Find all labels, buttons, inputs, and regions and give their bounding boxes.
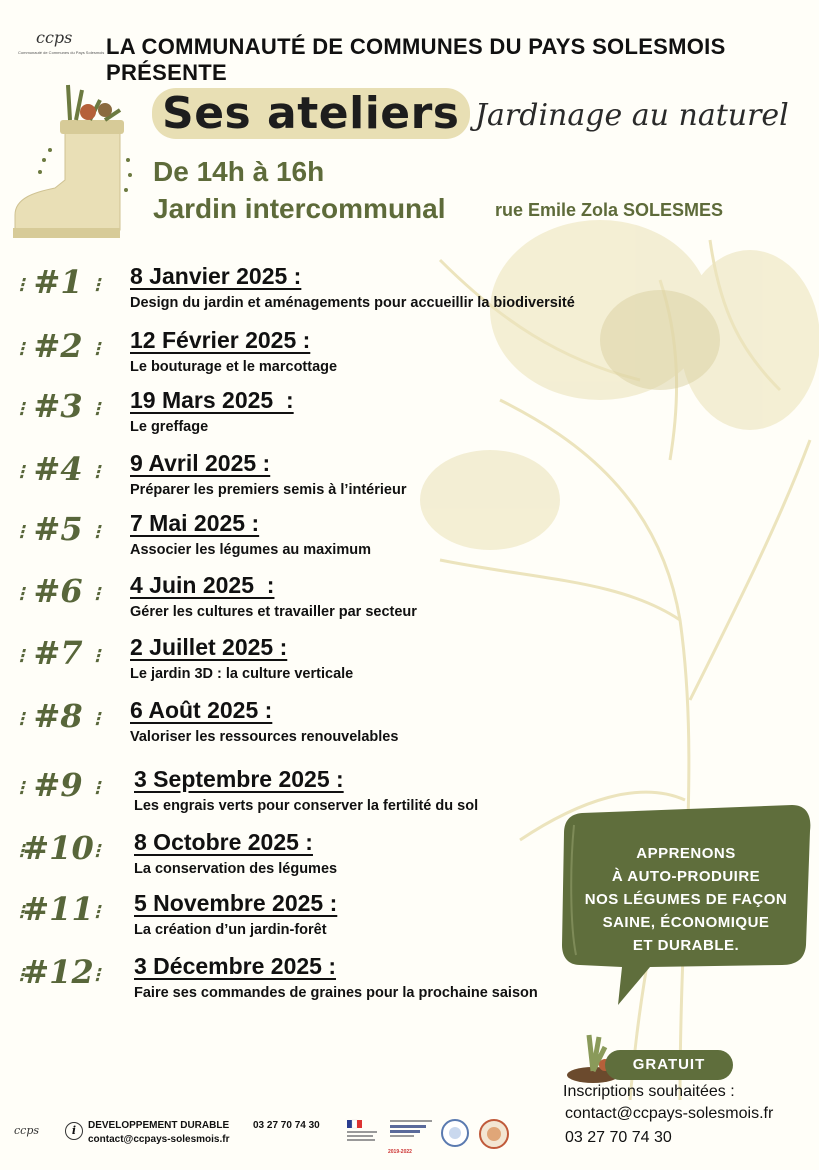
session-item: [0, 572, 720, 632]
territoires-logo-graphic: [388, 1118, 434, 1144]
logo-wordmark: ccps: [36, 28, 73, 47]
session-number-text: #1: [33, 263, 83, 301]
bubble-line: NOS LÉGUMES DE FAÇON: [584, 891, 788, 908]
session-description: La création d’un jardin-forêt: [134, 922, 327, 938]
session-date: 8 Octobre 2025 :: [134, 829, 313, 855]
session-number-text: #11: [22, 890, 94, 928]
territoires-en-action-logo: [388, 1118, 434, 1155]
session-number-text: #5: [33, 510, 83, 548]
session-item: [0, 263, 720, 323]
registration-email-link[interactable]: contact@ccpays-solesmois.fr: [565, 1105, 774, 1122]
local-partner-seal-icon: [478, 1118, 510, 1150]
footer-email-link[interactable]: contact@ccpays-solesmois.fr: [88, 1134, 230, 1145]
workshops-title-text: Ses ateliers: [152, 88, 470, 139]
session-item: [0, 697, 720, 757]
session-item: [0, 450, 720, 510]
session-number-text: #7: [33, 634, 83, 672]
logo-subtext: Communauté de Communes du Pays Solesmois: [18, 50, 105, 55]
footer: [0, 1110, 560, 1160]
republique-francaise-logo: [345, 1118, 385, 1154]
session-number: ⁝ #6 ⁝: [18, 572, 99, 610]
session-number-text: #3: [33, 387, 83, 425]
regional-partner-badge-icon: [440, 1118, 470, 1148]
session-description: Le bouturage et le marcottage: [130, 359, 338, 375]
registration-phone: 03 27 70 74 30: [565, 1129, 672, 1146]
session-item: [0, 510, 720, 570]
session-number: ⁝#12⁝: [18, 953, 99, 991]
header-title: LA COMMUNAUTÉ DE COMMUNES DU PAYS SOLESMOIS PRÉSENTE: [106, 34, 726, 85]
bubble-line: ET DURABLE.: [632, 937, 740, 954]
footer-department: DEVELOPPEMENT DURABLE: [88, 1120, 230, 1131]
session-description: Le greffage: [130, 419, 209, 435]
session-date: 9 Avril 2025 :: [130, 450, 271, 476]
session-number: ⁝ #3 ⁝: [18, 387, 99, 425]
session-description: Associer les légumes au maximum: [130, 542, 371, 558]
session-date: 3 Septembre 2025 :: [134, 766, 344, 792]
session-date: 6 Août 2025 :: [130, 697, 273, 723]
bubble-message: [575, 842, 797, 957]
session-description: Gérer les cultures et travailler par secteur: [130, 604, 417, 620]
session-number-text: #12: [22, 953, 94, 991]
session-date: 4 Juin 2025 :: [130, 572, 275, 598]
footer-phone: 03 27 70 74 30: [253, 1120, 320, 1131]
workshop-hours: De 14h à 16h: [153, 156, 325, 187]
session-number: ⁝ #9 ⁝: [18, 766, 99, 804]
session-item: [0, 327, 720, 387]
session-number: ⁝ #8 ⁝: [18, 697, 99, 735]
session-number-text: #8: [33, 697, 83, 735]
footer-ccps-logo: ccps: [14, 1124, 40, 1137]
session-number-text: #10: [22, 829, 94, 867]
session-number-text: #6: [33, 572, 83, 610]
workshop-street: rue Emile Zola SOLESMES: [495, 200, 724, 220]
partner-years: 2019-2022: [388, 1149, 412, 1155]
session-date: 2 Juillet 2025 :: [130, 634, 288, 660]
session-description: Valoriser les ressources renouvelables: [130, 729, 399, 745]
free-badge: GRATUIT: [605, 1050, 733, 1080]
session-date: 12 Février 2025 :: [130, 327, 311, 353]
session-number: ⁝ #4 ⁝: [18, 450, 99, 488]
bubble-line: APPRENONS: [636, 845, 736, 862]
session-date: 7 Mai 2025 :: [130, 510, 260, 536]
session-number-text: #4: [33, 450, 83, 488]
session-number: ⁝ #1 ⁝: [18, 263, 99, 301]
session-number-text: #2: [33, 327, 83, 365]
session-number: ⁝#11⁝: [18, 890, 99, 928]
workshops-title: [152, 88, 470, 139]
session-number: ⁝ #2 ⁝: [18, 327, 99, 365]
session-item: [0, 387, 720, 447]
ccps-logo: [18, 28, 105, 64]
session-number: ⁝#10⁝: [18, 829, 99, 867]
bubble-line: À AUTO-PRODUIRE: [611, 868, 761, 885]
session-description: La conservation des légumes: [134, 861, 338, 877]
session-number-text: #9: [33, 766, 83, 804]
session-item: [0, 634, 720, 694]
session-number: ⁝ #5 ⁝: [18, 510, 99, 548]
workshop-location: Jardin intercommunal: [153, 193, 446, 224]
session-date: 19 Mars 2025 :: [130, 387, 294, 413]
workshops-subtitle: Jardinage au naturel: [475, 98, 789, 133]
info-icon: i: [65, 1122, 83, 1140]
session-number: ⁝ #7 ⁝: [18, 634, 99, 672]
session-description: Préparer les premiers semis à l’intérieur: [130, 482, 407, 498]
session-description: Design du jardin et aménagements pour accueillir la biodiversité: [130, 295, 575, 311]
session-date: 8 Janvier 2025 :: [130, 263, 302, 289]
header: [18, 28, 808, 85]
session-date: 5 Novembre 2025 :: [134, 890, 338, 916]
bubble-line: SAINE, ÉCONOMIQUE: [602, 914, 770, 931]
garden-boot-icon: [10, 80, 135, 245]
session-date: 3 Décembre 2025 :: [134, 953, 337, 979]
session-description: Les engrais verts pour conserver la fertilité du sol: [134, 798, 479, 814]
session-description: Faire ses commandes de graines pour la prochaine saison: [134, 985, 538, 1001]
session-description: Le jardin 3D : la culture verticale: [130, 666, 354, 682]
registration-label: Inscriptions souhaitées :: [563, 1083, 735, 1100]
